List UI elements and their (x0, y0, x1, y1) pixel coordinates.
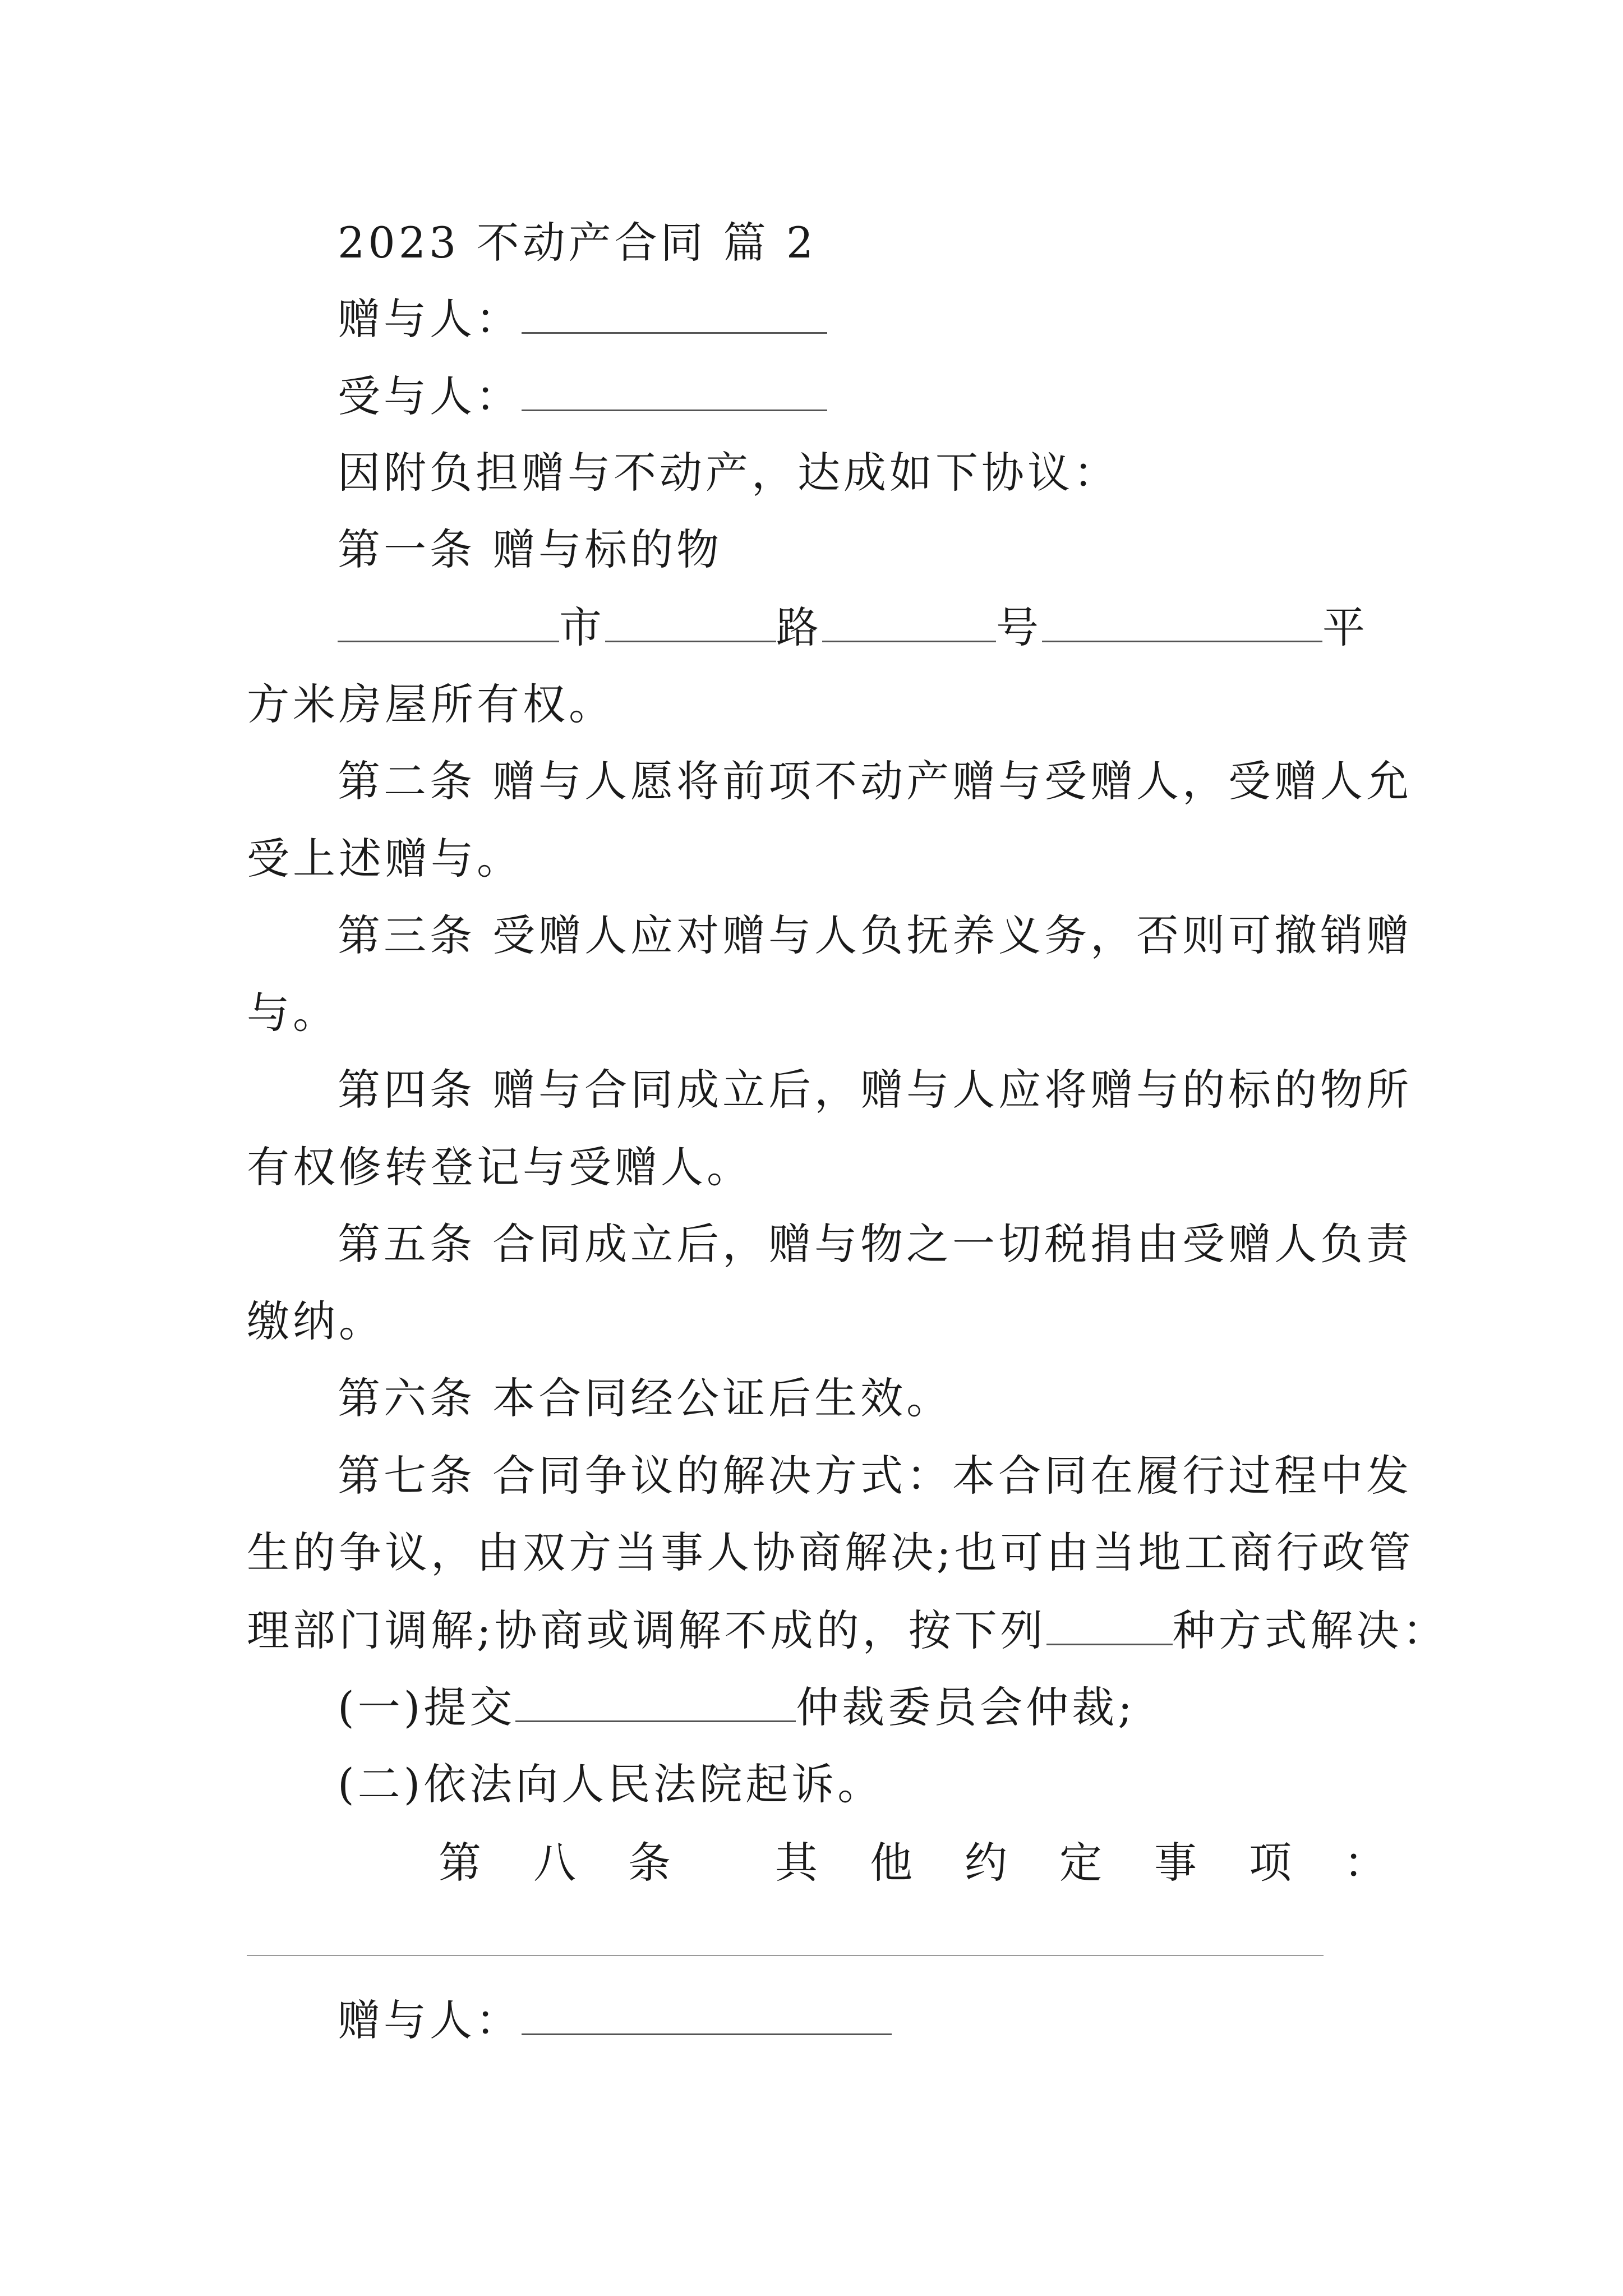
article-4-line-2: 有权修转登记与受赠人。 (247, 1142, 753, 1192)
article-1-end: 方米房屋所有权。 (247, 679, 615, 729)
article-6: 第六条 本合同经公证后生效。 (338, 1373, 953, 1423)
method-blank[interactable] (1046, 1609, 1173, 1645)
article-8-char: 定 (1059, 1838, 1102, 1888)
city-blank[interactable] (338, 606, 559, 642)
donor-label: 赠与人： (338, 294, 522, 344)
doc-title: 2023 不动产合同 篇 2 (338, 218, 817, 268)
article-7-line-3b: 种方式解决： (1172, 1605, 1449, 1655)
article-7-line-1: 第七条 合同争议的解决方式：本合同在履行过程中发 (338, 1451, 1413, 1501)
article-2-line-2: 受上述赠与。 (247, 834, 523, 884)
article-1-address (338, 602, 1368, 652)
article-3-line-1: 第三条 受赠人应对赠与人负抚养义务，否则可撤销赠 (338, 910, 1413, 960)
signature-donor-line (338, 1995, 892, 2045)
arbitration-blank[interactable] (515, 1686, 796, 1722)
intro-text: 因附负担赠与不动产，达成如下协议： (338, 448, 1119, 498)
option-1-a: (一)提交 (338, 1682, 516, 1732)
article-3-line-2: 与。 (247, 988, 339, 1038)
article-5-line-2: 缴纳。 (247, 1296, 385, 1346)
donee-line (338, 371, 827, 421)
article-8-char: ： (1344, 1838, 1386, 1888)
option-2: (二)依法向人民法院起诉。 (338, 1759, 884, 1809)
article-8-char: 项 (1249, 1838, 1292, 1888)
signature-donor-blank[interactable] (522, 1999, 892, 2035)
article-4-line-1: 第四条 赠与合同成立后，赠与人应将赠与的标的物所 (338, 1065, 1413, 1115)
article-2-line-1: 第二条 赠与人愿将前项不动产赠与受赠人，受赠人允 (338, 756, 1413, 806)
option-1 (338, 1682, 1136, 1732)
donor-line (338, 294, 827, 344)
donor-blank[interactable] (522, 297, 827, 334)
article-8-char: 其 (775, 1838, 818, 1888)
donee-blank[interactable] (522, 375, 827, 411)
article-8-char: 八 (533, 1838, 576, 1888)
article-8-char: 条 (628, 1838, 671, 1888)
article-7-line-3a: 理部门调解;协商或调解不成的，按下列 (247, 1605, 1046, 1655)
road-blank[interactable] (605, 606, 776, 642)
article-5-line-1: 第五条 合同成立后，赠与物之一切税捐由受赠人负责 (338, 1219, 1413, 1269)
other-terms-blank-line[interactable] (247, 1955, 1324, 1956)
signature-donor-label: 赠与人： (338, 1995, 522, 2045)
number-label: 号 (996, 602, 1042, 652)
article-8-char: 事 (1154, 1838, 1197, 1888)
article-8-char: 第 (439, 1838, 481, 1888)
article-1-title: 第一条 赠与标的物 (338, 524, 723, 574)
article-8-char: 他 (870, 1838, 912, 1888)
article-7-line-3 (247, 1605, 1449, 1655)
article-8-title (439, 1838, 1386, 1888)
article-8-char: 约 (965, 1838, 1007, 1888)
area-blank[interactable] (1042, 606, 1322, 642)
city-label: 市 (559, 602, 605, 652)
donee-label: 受与人： (338, 371, 522, 421)
option-1-b: 仲裁委员会仲裁; (796, 1682, 1136, 1732)
article-7-line-2: 生的争议，由双方当事人协商解决;也可由当地工商行政管 (247, 1527, 1414, 1577)
road-label: 路 (776, 602, 822, 652)
ping-label: 平 (1322, 602, 1368, 652)
number-blank[interactable] (822, 606, 996, 642)
